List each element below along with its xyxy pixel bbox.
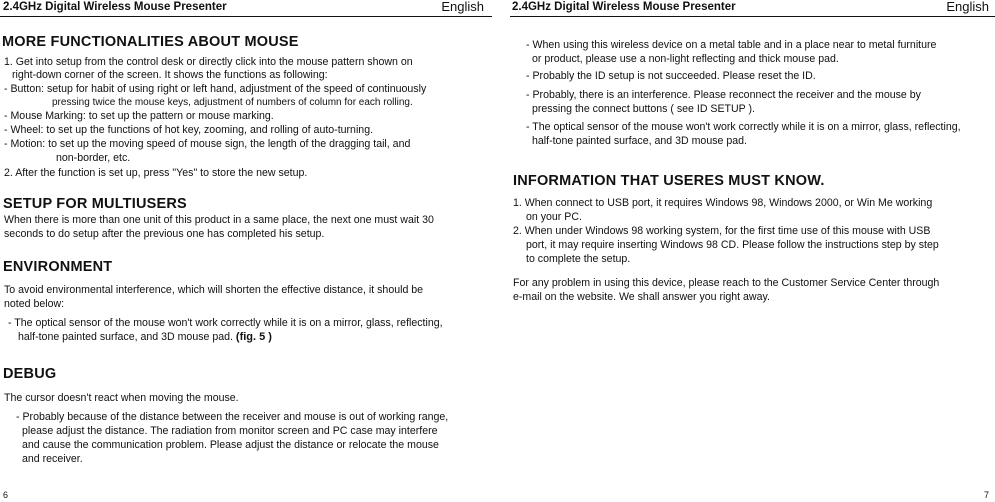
s4-line-1: The cursor doesn't react when moving the mouse. bbox=[4, 392, 239, 404]
left-header-title: 2.4GHz Digital Wireless Mouse Presenter bbox=[3, 1, 227, 13]
right-header-title: 2.4GHz Digital Wireless Mouse Presenter bbox=[512, 1, 736, 13]
heading-more-functionalities: MORE FUNCTIONALITIES ABOUT MOUSE bbox=[2, 34, 299, 50]
left-page bbox=[0, 0, 492, 502]
s4-line-3: please adjust the distance. The radiation from monitor screen and PC case may interfere bbox=[22, 425, 438, 437]
s2-line-2: seconds to do setup after the previous one has completed his setup. bbox=[4, 228, 325, 240]
page-number-left: 6 bbox=[3, 490, 9, 500]
r-line-3: - Probably the ID setup is not succeeded. Please reset the ID. bbox=[526, 70, 816, 82]
s4-line-5: and receiver. bbox=[22, 453, 83, 465]
r-line-5: pressing the connect buttons ( see ID SETUP ). bbox=[532, 103, 755, 115]
s5-line-7: e-mail on the website. We shall answer you right away. bbox=[513, 291, 770, 303]
s3-line-2: noted below: bbox=[4, 298, 65, 310]
s3-line-1: To avoid environmental interference, which will shorten the effective distance, it should be bbox=[4, 284, 424, 296]
s5-line-5: to complete the setup. bbox=[526, 253, 631, 265]
r-line-4: - Probably, there is an interference. Please reconnect the receiver and the mouse by bbox=[526, 89, 921, 101]
page-number-right: 7 bbox=[983, 490, 989, 500]
s3-line-4-text: half-tone painted surface, and 3D mouse pad. bbox=[18, 331, 233, 343]
s5-line-3: 2. When under Windows 98 working system, for the first time use of this mouse with USB bbox=[513, 225, 931, 237]
right-header-language: English bbox=[946, 0, 989, 14]
s4-line-2: - Probably because of the distance between the receiver and mouse is out of working range, bbox=[16, 411, 449, 423]
right-page-header bbox=[510, 0, 995, 17]
r-line-1: - When using this wireless device on a metal table and in a place near to metal furniture bbox=[526, 39, 937, 51]
fig-reference: (fig. 5 ) bbox=[235, 331, 272, 343]
s5-line-2: on your PC. bbox=[526, 211, 582, 223]
s1-line-2: right-down corner of the screen. It shows the functions as following: bbox=[12, 69, 328, 81]
s1-line-1: 1. Get into setup from the control desk or directly click into the mouse pattern shown on bbox=[4, 56, 413, 68]
r-line-7: half-tone painted surface, and 3D mouse pad. bbox=[532, 135, 747, 147]
s3-line-3: - The optical sensor of the mouse won't work correctly while it is on a mirror, glass, reflecting, bbox=[8, 317, 443, 329]
r-line-6: - The optical sensor of the mouse won't work correctly while it is on a mirror, glass, reflecting, bbox=[526, 121, 961, 133]
s1-line-8: non-border, etc. bbox=[56, 152, 131, 164]
heading-debug: DEBUG bbox=[3, 366, 57, 382]
r-line-2: or product, please use a non-light reflecting and thick mouse pad. bbox=[532, 53, 839, 65]
s1-line-6: - Wheel: to set up the functions of hot key, zooming, and rolling of auto-turning. bbox=[4, 124, 374, 136]
s5-line-6: For any problem in using this device, please reach to the Customer Service Center through bbox=[513, 277, 940, 289]
heading-environment: ENVIRONMENT bbox=[3, 259, 113, 275]
s3-line-4 bbox=[18, 331, 272, 344]
left-header-language: English bbox=[441, 0, 484, 14]
heading-setup-multiusers: SETUP FOR MULTIUSERS bbox=[3, 196, 187, 212]
heading-information-users: INFORMATION THAT USERES MUST KNOW. bbox=[513, 173, 825, 189]
s2-line-1: When there is more than one unit of this product in a same place, the next one must wait 30 bbox=[4, 214, 434, 226]
s5-line-1: 1. When connect to USB port, it requires Windows 98, Windows 2000, or Win Me working bbox=[513, 197, 933, 209]
s1-line-5: - Mouse Marking: to set up the pattern or mouse marking. bbox=[4, 110, 274, 122]
s4-line-4: and cause the communication problem. Please adjust the distance or relocate the mouse bbox=[22, 439, 439, 451]
s5-line-4: port, it may require inserting Windows 98 CD. Please follow the instructions step by step bbox=[526, 239, 939, 251]
right-page bbox=[510, 0, 995, 502]
left-page-header bbox=[0, 0, 492, 17]
s1-line-7: - Motion: to set up the moving speed of mouse sign, the length of the dragging tail, and bbox=[4, 138, 411, 150]
s1-line-9: 2. After the function is set up, press "Yes" to store the new setup. bbox=[4, 167, 308, 179]
s1-line-3: - Button: setup for habit of using right or left hand, adjustment of the speed of continuously bbox=[4, 83, 427, 95]
s1-line-4: pressing twice the mouse keys, adjustment of numbers of column for each rolling. bbox=[52, 97, 413, 108]
